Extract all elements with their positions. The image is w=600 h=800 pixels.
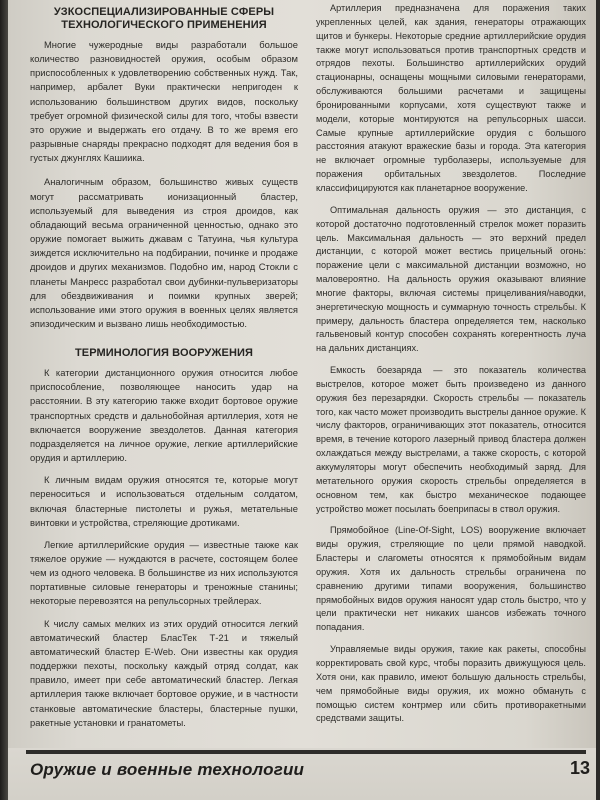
paragraph-personal-weapons: К личным видам оружия относятся те, которые могут переноситься и использоваться отдельным солдатом, включая бластерные пистолеты и ружья, метательные винтовки и устройства, стреляющие дротиками. (30, 474, 298, 528)
paragraph-ranged-weapons: К категории дистанционного оружия относится любое приспособление, позволяющее наносить удар на расстоянии. В эту категорию также входит бортовое оружие транспортных средств и дальнобойная артиллерия, хотя не включается вооружение звездолетов. Данная категория подразделяется на личное оружие, легкие артиллерийские орудия и артиллерию. (30, 367, 298, 464)
book-page (8, 0, 596, 800)
paragraph-smallest-guns: К числу самых мелких из этих орудий относится легкий автоматический бластер БласТек Т-21 и тяжелый автоматический бластер E-Web. Они известны как орудия поддержки пехоты, поскольку каждый отряд солдат, как правило, имеет при себе автоматический бластер. Легкая артиллерия также включает бортовое оружие, и в частности станковые автоматические бластеры, бластерные пушки, ракетные установки и гранатометы. (30, 617, 298, 728)
paragraph-optimal-range: Оптимальная дальность оружия — это дистанция, с которой достаточно подготовленный стрелок может поразить цель. Максимальная дальность — это верхний предел дистанции, с которой может вестись прицельный огонь: поражение цели с максимальной дистанции возможно, но маловероятно. На дальность оружия оказывают влияние многие факторы, включая системы прицеливания/наводки, энергетическую мощность и суммарную точность стрельбы. К примеру, дальность бластера определяется тем, насколько гальвеновый контур способен сохранять когерентность луча на дальних дистанциях. (316, 204, 586, 354)
section-heading-terminology: ТЕРМИНОЛОГИЯ ВООРУЖЕНИЯ (74, 347, 254, 360)
section-heading-specialized (30, 6, 298, 32)
paragraph-light-artillery: Легкие артиллерийские орудия — известные также как тяжелое оружие — нуждаются в расчете, состоящем более чем из одного человека. В большинстве из них используются портативные силовые генераторы и треножные станины; некоторые перевозятся на репульсорных трейлерах. (30, 538, 298, 607)
heading-line-2: ТЕХНОЛОГИЧЕСКОГО ПРИМЕНЕНИЯ (61, 19, 267, 31)
heading-line-1: УЗКОСПЕЦИАЛИЗИРОВАННЫЕ СФЕРЫ (53, 6, 275, 18)
footer-book-title: Оружие и военные технологии (30, 760, 305, 779)
footer-rule (26, 750, 586, 754)
paragraph-line-of-sight: Прямобойное (Line-Of-Sight, LOS) вооружение включает виды оружия, стреляющие по цели прямой наводкой. Бластеры и слагометы относятся к прямобойным видам оружия. Хотя их дальность стрельбы ограничена по сравнению другими типами вооружения, большинство прямобойных видов оружия наносят удар столь быстро, что у цели практически нет никаких шансов избежать точного попадания. (316, 525, 586, 633)
page-number: 13 (569, 758, 590, 778)
paragraph-ammo-capacity: Емкость боезаряда — это показатель количества выстрелов, которое может быть произведено из данного оружия без перезарядки. Скорость стрельбы — показатель того, как часто может производить выстрелы данное оружие. К числу факторов, ограничивающих этот показатель, относится время, в течение которого лазерный привод бластера должен охлаждаться между выстрелами, а также скорость, с которой аккумуляторы могут обеспечить необходимый заряд. Для метательного оружия скорость стрельбы определяется в основном тем, как быстро механическое подающее устройство может посылать боеприпасы в ствол оружия. (316, 365, 586, 514)
left-column (30, 0, 298, 730)
right-column (316, 0, 586, 726)
paragraph-guided-weapons: Управляемые виды оружия, такие как ракеты, способны корректировать свой курс, чтобы поразить движущуюся цель. Хотя они, как правило, имеют большую дальность стрельбы, чем прямобойные виды оружия, их можно обмануть с помощью систем контрмер или сбить противоракетными средствами защиты. (316, 644, 586, 724)
paragraph-alien-weapons: Многие чужеродные виды разработали большое количество разновидностей оружия, особым образом приспособленных к удовлетворению собственных нужд. Так, например, арбалет Вуки практически непригоден к использованию большинством других видов, поскольку требует огромной физической силы для того, чтобы взвести это оружие и выдержать его отдачу. В то же время его разрывные снаряды прекрасно подходят для ведения боя в густых джунглях Кашиика. (30, 39, 298, 164)
paragraph-ion-blaster: Аналогичным образом, большинство живых существ могут рассматривать ионизационный бластер, используемый для выведения из строя дроидов, как обладающий весьма ограниченной ценностью, однако это оружие помогает выжить джавам с Татуина, чья культура зиждется исключительно на подбирании, починке и продаже дроидов и других механизмов. Подобно им, народ Стокли с планеты Манресс разработал свои дубинки-пульверизаторы для обездвиживания и поимки крупных зверей; использование ими этого оружия в военных целях является эпизодическим и вызвано лишь необходимостью. (30, 176, 298, 329)
book-spine-shadow (0, 0, 8, 800)
paragraph-artillery: Артиллерия предназначена для поражения таких укрепленных целей, как здания, генераторы отражающих щитов и бункеры. Некоторые средние артиллерийские орудия также могут использоваться против транспортных средств и отрядов пехоты. Большинство артиллерийских орудий стационарны, оснащены мощными силовыми генераторами, обслуживаются большими расчетами и защищены бронированными корпусами, хотя существуют также и модели, которые монтируются на репульсорных шасси. Самые крупные артиллерийские орудия с большого расстояния атакуют вражеские базы и города. Эта категория не включает огромные турболазеры, используемые для поражения орбитальных звездолетов. Последние классифицируются как планетарное вооружение. (316, 3, 586, 193)
